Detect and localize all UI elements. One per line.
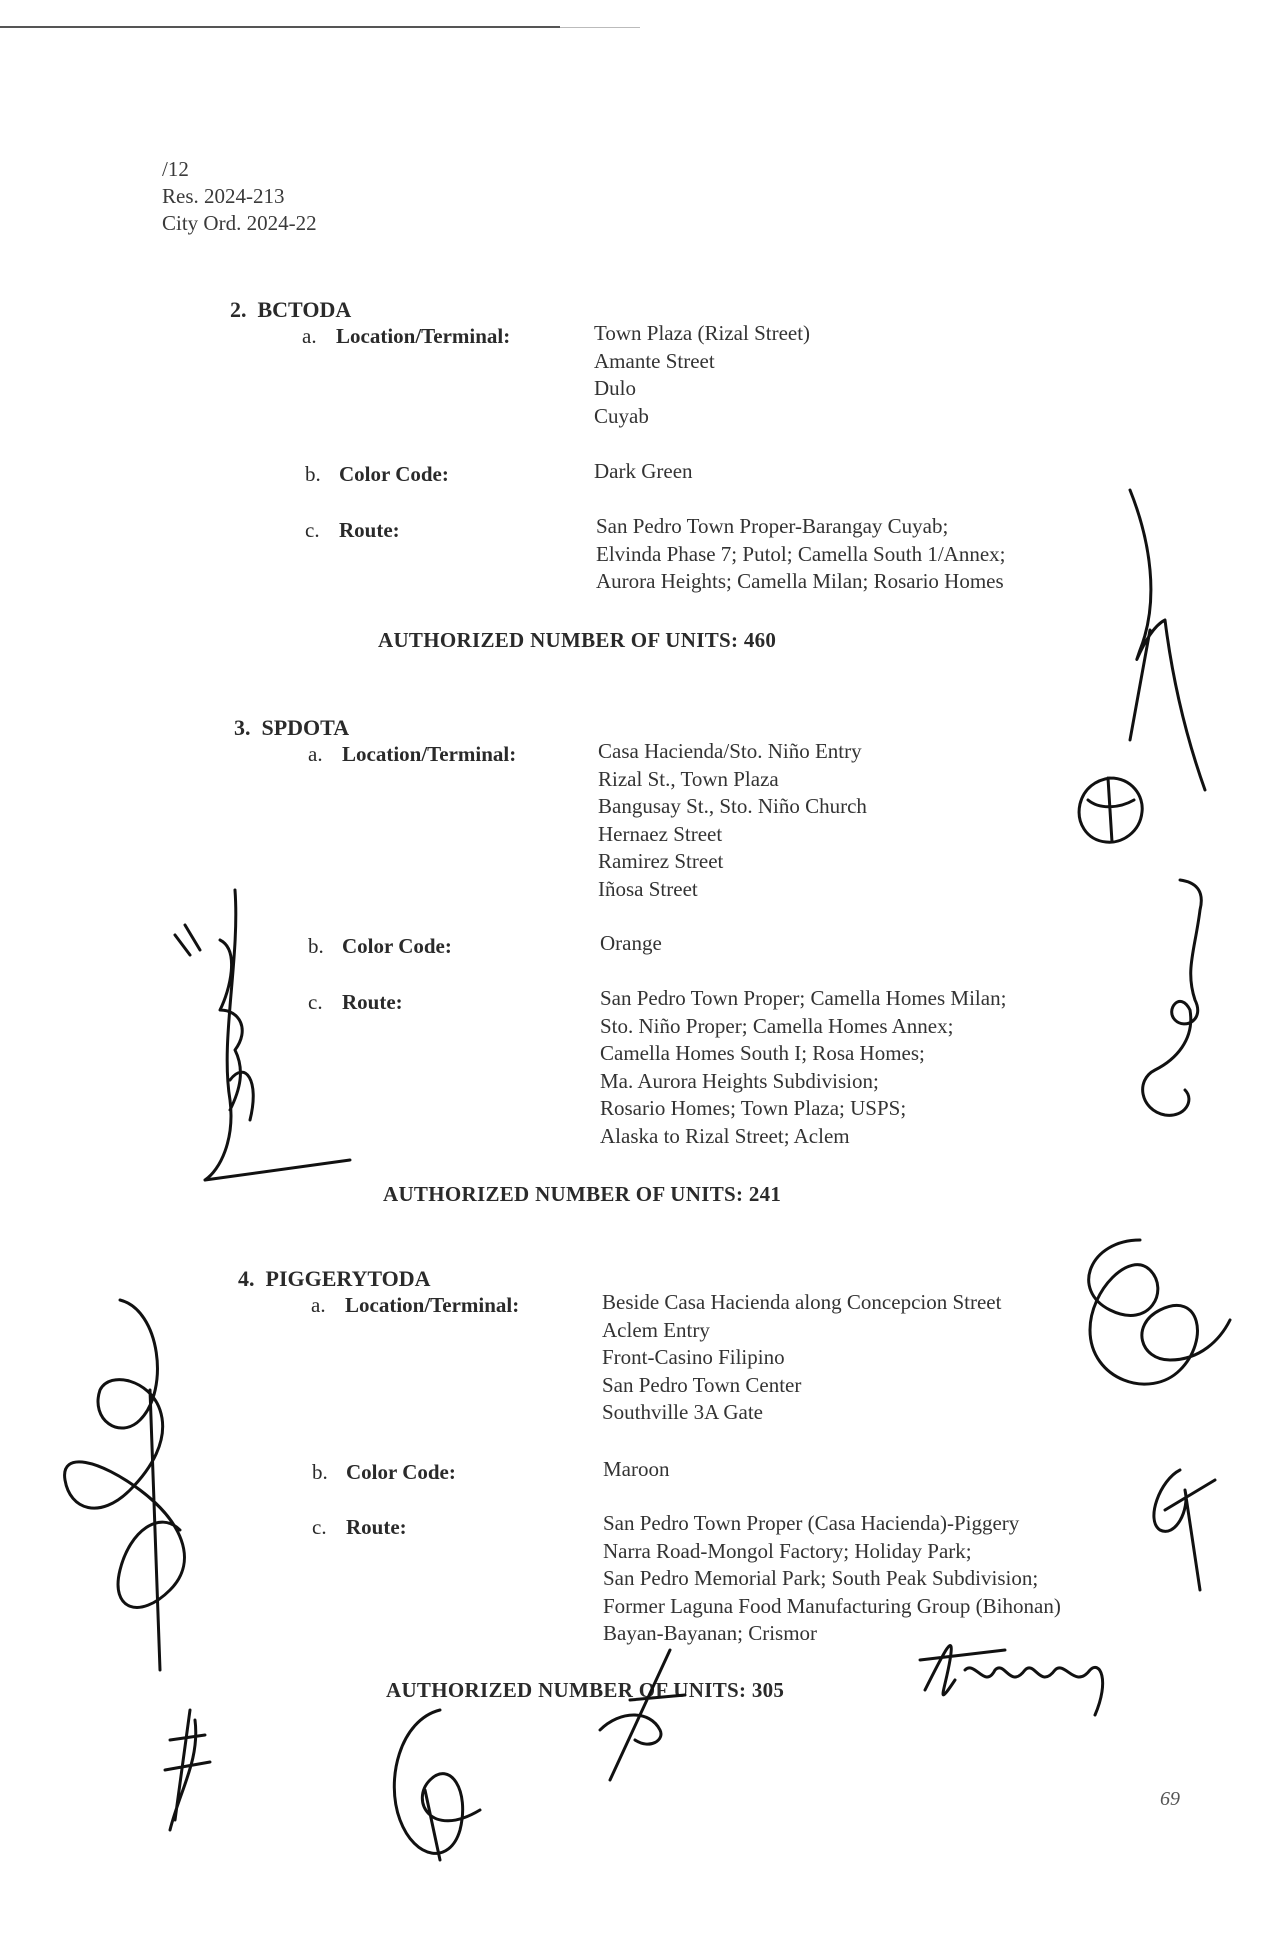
top-rule-faint — [560, 27, 640, 28]
signature-bottom-center — [370, 1700, 500, 1870]
location-item: Hernaez Street — [598, 821, 723, 846]
section-title — [230, 297, 351, 323]
resolution-number: Res. 2024-213 — [162, 184, 285, 208]
route-item: San Pedro Town Proper (Casa Hacienda)-Piggery — [603, 1511, 1020, 1535]
ordinance-number: City Ord. 2024-22 — [162, 211, 317, 235]
route-item: Former Laguna Food Manufacturing Group (Bihonan) — [603, 1593, 1061, 1618]
route-item: San Pedro Town Proper; Camella Homes Milan; — [600, 986, 1007, 1010]
route-label-text: Route: — [346, 1515, 407, 1539]
signature-stroke — [1154, 1470, 1215, 1590]
route-list — [600, 985, 1006, 1150]
color-code: Orange — [600, 931, 662, 955]
route-item: Aurora Heights; Camella Milan; Rosario Homes — [596, 569, 1004, 593]
signature-bottom-left — [150, 1700, 220, 1840]
location-item: Bangusay St., Sto. Niño Church — [598, 794, 867, 818]
route-item: Alaska to Rizal Street; Aclem — [600, 1123, 850, 1148]
authorized-units: AUTHORIZED NUMBER OF UNITS: 305 — [386, 1678, 785, 1702]
authorized-units: AUTHORIZED NUMBER OF UNITS: 460 — [378, 628, 777, 652]
section-title — [238, 1266, 431, 1292]
signature-stroke — [165, 1710, 210, 1830]
letter-a: a. — [308, 742, 323, 766]
page-mark: 69 — [1160, 1788, 1180, 1810]
location-item: Beside Casa Hacienda along Concepcion Street — [602, 1290, 1002, 1314]
letter-b: b. — [308, 934, 324, 958]
signature-right-loops — [1050, 1230, 1240, 1430]
color-label — [312, 1460, 456, 1485]
route-item: Camella Homes South I; Rosa Homes; — [600, 1041, 925, 1065]
route-item: Sto. Niño Proper; Camella Homes Annex; — [600, 1013, 954, 1038]
page-number: /12 — [162, 157, 189, 181]
route-item: Bayan-Bayanan; Crismor — [603, 1621, 818, 1645]
color-label-text: Color Code: — [346, 1460, 456, 1484]
location-item: Town Plaza (Rizal Street) — [594, 321, 811, 345]
signature-stroke — [1079, 778, 1142, 842]
letter-b: b. — [305, 462, 321, 486]
signature-stroke — [65, 1300, 185, 1670]
location-label-text: Location/Terminal: — [336, 324, 511, 348]
location-item: San Pedro Town Center — [602, 1372, 802, 1397]
color-label — [305, 462, 449, 487]
signature-left-middle — [160, 880, 360, 1190]
signature-stroke — [920, 1646, 1103, 1715]
location-item: Dulo — [594, 376, 636, 400]
route-label-text: Route: — [342, 990, 403, 1014]
route-list — [596, 513, 1005, 596]
section-number: 3. — [234, 715, 251, 740]
route-item: San Pedro Town Proper-Barangay Cuyab; — [596, 514, 949, 538]
location-list — [598, 738, 867, 903]
location-item: Casa Hacienda/Sto. Niño Entry — [598, 739, 862, 763]
route-item: Narra Road-Mongol Factory; Holiday Park; — [603, 1538, 972, 1563]
section-name: BCTODA — [257, 297, 352, 322]
section-number: 2. — [230, 297, 247, 322]
color-value — [600, 930, 662, 958]
section-name: SPDOTA — [261, 715, 350, 740]
color-code: Maroon — [603, 1457, 670, 1481]
signature-stroke — [600, 1650, 685, 1780]
location-label-text: Location/Terminal: — [342, 742, 517, 766]
authorized-units: AUTHORIZED NUMBER OF UNITS: 241 — [383, 1182, 782, 1206]
location-label — [311, 1293, 519, 1318]
signature-right-middle — [1125, 870, 1225, 1130]
route-item: Rosario Homes; Town Plaza; USPS; — [600, 1096, 907, 1120]
location-item: Ramirez Street — [598, 849, 724, 873]
top-rule — [0, 26, 560, 28]
signature-stroke — [394, 1710, 480, 1860]
section-number: 4. — [238, 1266, 255, 1291]
route-item: San Pedro Memorial Park; South Peak Subdivision; — [603, 1566, 1039, 1590]
color-label-text: Color Code: — [339, 462, 449, 486]
color-label-text: Color Code: — [342, 934, 452, 958]
signature-stroke — [1089, 1240, 1230, 1384]
location-list — [594, 320, 810, 430]
location-item: Amante Street — [594, 348, 715, 373]
document-header — [162, 156, 317, 237]
letter-b: b. — [312, 1460, 328, 1484]
location-item: Cuyab — [594, 403, 649, 428]
signature-stroke — [1130, 490, 1205, 790]
color-value — [603, 1456, 670, 1484]
signature-left-tall — [50, 1270, 220, 1690]
letter-c: c. — [312, 1515, 327, 1539]
signature-bottom-right — [915, 1620, 1125, 1720]
letter-a: a. — [302, 324, 317, 348]
route-item: Elvinda Phase 7; Putol; Camella South 1/Annex; — [596, 541, 1006, 566]
signature-right-top — [1110, 480, 1220, 800]
location-item: Aclem Entry — [602, 1317, 710, 1342]
letter-c: c. — [308, 990, 323, 1014]
signature-bottom-mid — [590, 1640, 700, 1790]
signature-stroke — [175, 890, 350, 1180]
location-item: Southville 3A Gate — [602, 1400, 763, 1424]
location-item: Rizal St., Town Plaza — [598, 766, 779, 791]
location-label — [302, 324, 510, 349]
section-name: PIGGERYTODA — [265, 1266, 431, 1291]
route-item: Ma. Aurora Heights Subdivision; — [600, 1068, 879, 1093]
route-label — [312, 1515, 407, 1540]
letter-c: c. — [305, 518, 320, 542]
route-label — [305, 518, 400, 543]
signature-circle — [1070, 770, 1150, 850]
color-code: Dark Green — [594, 459, 693, 483]
signature-stroke — [1143, 880, 1202, 1115]
location-item: Iñosa Street — [598, 876, 698, 901]
location-item: Front-Casino Filipino — [602, 1345, 785, 1369]
color-value — [594, 458, 693, 486]
location-label — [308, 742, 516, 767]
letter-a: a. — [311, 1293, 326, 1317]
location-label-text: Location/Terminal: — [345, 1293, 520, 1317]
section-title — [234, 715, 349, 741]
route-label-text: Route: — [339, 518, 400, 542]
location-list — [602, 1289, 1001, 1427]
signature-right-lower — [1140, 1460, 1220, 1600]
